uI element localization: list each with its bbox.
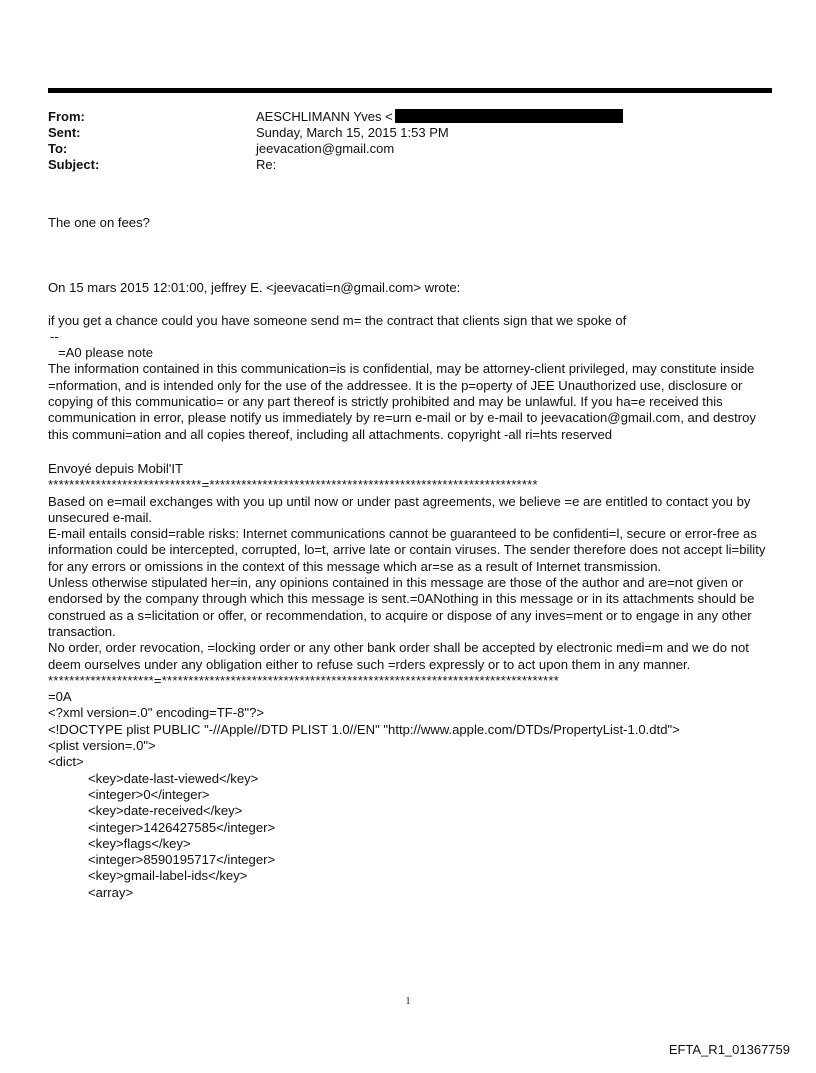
plist-open: <plist version=.0"> (48, 738, 156, 754)
plist-line: <integer>1426427585</integer> (88, 819, 276, 835)
encoded-newline: =0A (48, 689, 72, 705)
plist-line: <key>date-received</key> (88, 803, 243, 819)
spacer (48, 231, 772, 280)
separator-stars-bottom: ********************=*************************************************************************** (48, 672, 559, 688)
disclaimer-paragraph-1: Based on e=mail exchanges with you up until now or under past agreements, we believe =e are entitled to contact you by unsecured e-mail. (48, 493, 751, 525)
quoted-request: if you get a chance could you have someone send m= the contract that clients sign that we spoke of (48, 312, 627, 328)
separator-stars-top: *****************************=************************************************************** (48, 477, 538, 493)
subject-value: Re: (256, 157, 277, 172)
dict-open: <dict> (48, 754, 84, 770)
bates-number: EFTA_R1_01367759 (668, 1042, 790, 1057)
reply-text: The one on fees? (48, 215, 150, 230)
plist-line: <integer>0</integer> (88, 786, 210, 802)
doctype-line: <!DOCTYPE plist PUBLIC "-//Apple//DTD PLIST 1.0//EN" "http://www.apple.com/DTDs/PropertyList-1.0.dtd"> (48, 721, 680, 737)
sent-row (48, 125, 623, 141)
plist-line: <key>gmail-label-ids</key> (88, 868, 248, 884)
disclaimer-paragraph-3: Unless otherwise stipulated her=in, any opinions contained in this message are those of the author and are=not given or endorsed by the company through which this message is sent.=0ANothing in this message or in its attachments should be construed as a s=licitation or offer, or recommendation, to acquire or dispose of any inves=ment or to engage in any other transaction. (48, 575, 755, 639)
disclaimer-paragraph-2: E-mail entails consid=rable risks: Internet communications cannot be guaranteed to be confidenti=l, secure or error-free as information could be intercepted, corrupted, lo=t, arrive late or contain viruses. The sender therefore does not accept li=bility for any errors or omissions in the context of this message which ar=se as a result of Internet transmission. (48, 526, 766, 574)
spacer (48, 443, 772, 461)
please-note: =A0 please note (58, 345, 154, 361)
subject-row (48, 157, 623, 173)
email-body (48, 215, 772, 901)
to-label: To: (48, 141, 68, 156)
plist-line: <integer>8590195717</integer> (88, 852, 276, 868)
subject-label: Subject: (48, 157, 100, 172)
sent-value: Sunday, March 15, 2015 1:53 PM (256, 125, 449, 140)
disclaimer-paragraph-4: No order, order revocation, =locking order or any other bank order shall be accepted by electronic medi=m and we do not deem ourselves under any obligation either to refuse such =rders expressly or to act upon them in any manner. (48, 640, 749, 672)
plist-line: <key>flags</key> (88, 835, 191, 851)
plist-line: <key>date-last-viewed</key> (88, 770, 259, 786)
quote-intro: On 15 mars 2015 12:01:00, jeffrey E. <jeevacati=n@gmail.com> wrote: (48, 280, 461, 296)
to-row (48, 141, 623, 157)
redaction-box (395, 109, 623, 123)
signature-dashes: -- (50, 328, 59, 344)
confidentiality-notice: The information contained in this communication=is is confidential, may be attorney-client privileged, may constitute inside =nformation, and is intended only for the use of the addressee. It is the p=operty of JEE Unauthorized use, disclosure or copying of this communicatio= or any part thereof is strictly prohibited and may be unlawful. If you ha=e received this communication in error, please notify us immediately by re=urn e-mail or by e-mail to jeevacation@gmail.com, and destroy this communi=ation and all copies thereof, including all attachments. copyright -all ri=hts reserved (48, 361, 756, 442)
email-header (48, 109, 623, 173)
sent-from-mobile: Envoyé depuis Mobil'IT (48, 460, 183, 476)
to-value: jeevacation@gmail.com (256, 141, 395, 156)
spacer (48, 297, 772, 313)
from-value (256, 109, 623, 125)
sender-name: AESCHLIMANN Yves < (256, 109, 393, 124)
page-number: 1 (405, 996, 411, 1007)
header-divider-rule (48, 88, 772, 93)
sent-label: Sent: (48, 125, 81, 140)
from-row (48, 109, 623, 125)
plist-line: <array> (88, 884, 134, 900)
xml-declaration: <?xml version=.0" encoding=TF-8"?> (48, 705, 265, 721)
from-label: From: (48, 109, 85, 124)
